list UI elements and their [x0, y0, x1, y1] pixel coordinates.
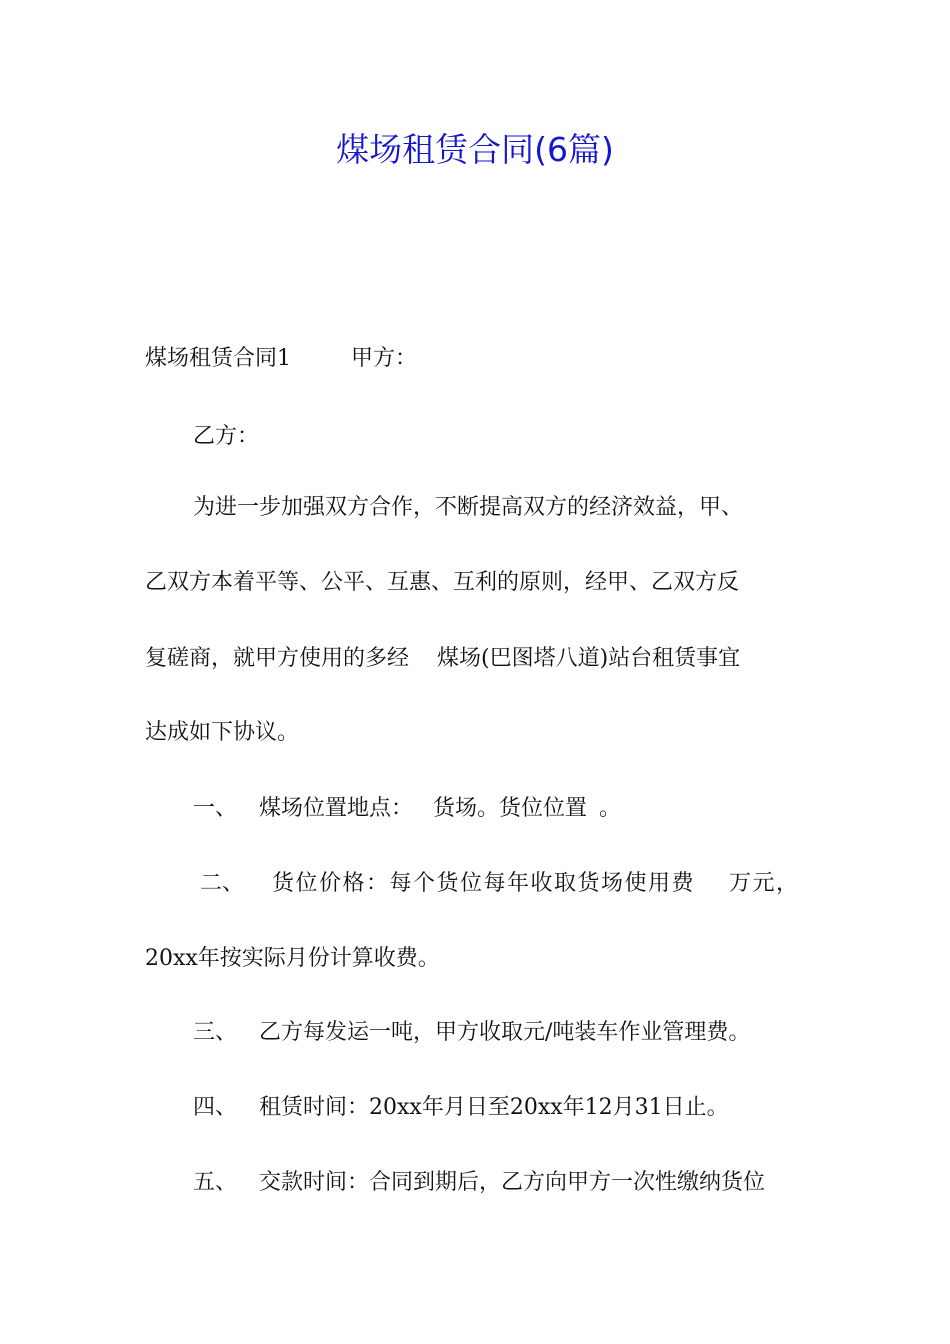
- clause-4-text: 租赁时间：20xx年月日至20xx年12月31日止。: [259, 1095, 729, 1120]
- clause-2-continuation: 20xx年按实际月份计算收费。: [145, 946, 440, 971]
- contract-1-heading: 煤场租赁合同1: [145, 346, 291, 371]
- clause-3-text: 乙方每发运一吨，甲方收取元/吨装车作业管理费。: [259, 1020, 751, 1045]
- clause-3: [193, 1018, 750, 1048]
- party-b-label: 乙方：: [193, 424, 260, 449]
- clause-1-number: 一、: [193, 796, 238, 821]
- clause-3-number: 三、: [193, 1020, 238, 1045]
- intro-line-4: 达成如下协议。: [145, 720, 300, 745]
- clause-1-text-b: 货场。货位位置: [433, 796, 588, 821]
- clause-5-number: 五、: [193, 1170, 238, 1195]
- intro-line-3: [145, 644, 740, 674]
- intro-line-1: 为进一步加强双方合作，不断提高双方的经济效益，甲、: [193, 495, 744, 520]
- clause-1-text-c: 。: [599, 796, 622, 821]
- clause-5: [193, 1168, 765, 1198]
- clause-2-text-a: 货位价格：每个货位每年收取货场使用费: [272, 871, 696, 896]
- clause-2-number: 二、: [200, 871, 245, 896]
- clause-2-text-b: 万元，: [729, 871, 800, 896]
- intro-line-3a: 复磋商，就甲方使用的多经: [145, 646, 410, 671]
- intro-line-3b: 煤场(巴图塔八道)站台租赁事宜: [437, 646, 741, 671]
- party-a-label: 甲方：: [351, 346, 418, 371]
- clause-1: [193, 794, 621, 824]
- intro-line-2: 乙双方本着平等、公平、互惠、互利的原则，经甲、乙双方反: [145, 570, 740, 595]
- clause-1-text-a: 煤场位置地点：: [259, 796, 414, 821]
- document-title: 煤场租赁合同(6篇): [336, 130, 614, 169]
- clause-5-text: 交款时间：合同到期后，乙方向甲方一次性缴纳货位: [259, 1170, 766, 1195]
- clause-4: [193, 1093, 729, 1123]
- contract-1-header: [145, 344, 417, 374]
- clause-2: [200, 869, 800, 899]
- clause-4-number: 四、: [193, 1095, 238, 1120]
